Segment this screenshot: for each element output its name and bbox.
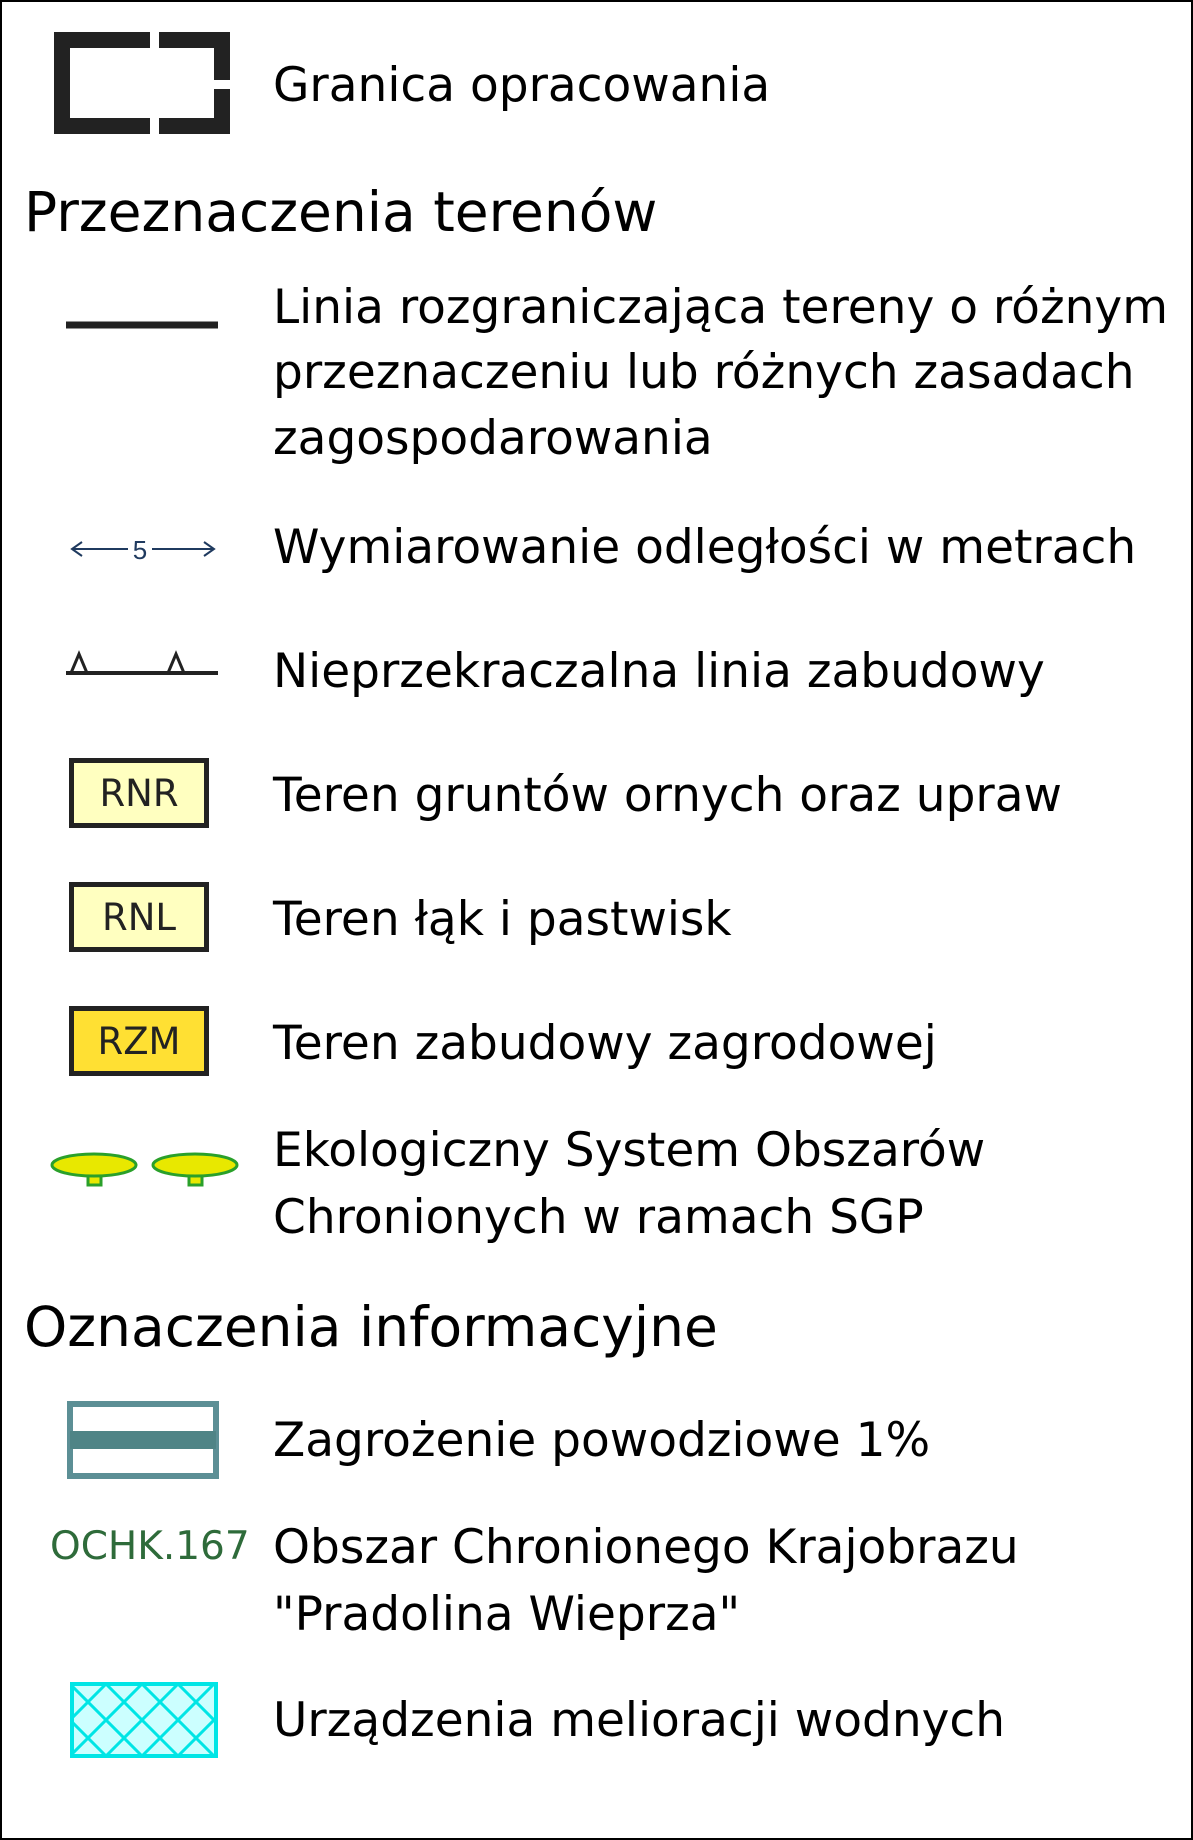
rnl-label: Teren łąk i pastwisk — [273, 892, 732, 947]
ecological-system-label-1: Ekologiczny System Obszarów — [273, 1123, 986, 1178]
section-heading-land-use: Przeznaczenia terenów — [24, 180, 658, 244]
rzm-symbol: RZM — [69, 1006, 209, 1076]
demarcation-line-label-2: przeznaczeniu lub różnych zasadach — [273, 345, 1135, 400]
dimension-value: 5 — [132, 535, 148, 565]
drainage-facilities-label: Urządzenia melioracji wodnych — [273, 1693, 1006, 1748]
study-boundary-symbol — [54, 32, 230, 134]
rnr-symbol: RNR — [69, 758, 209, 828]
protected-landscape-code: OCHK.167 — [50, 1524, 250, 1569]
study-boundary-label: Granica opracowania — [273, 58, 771, 113]
building-line-label: Nieprzekraczalna linia zabudowy — [273, 644, 1045, 699]
protected-landscape-label-2: "Pradolina Wieprza" — [273, 1587, 741, 1642]
demarcation-line-symbol — [66, 318, 218, 332]
ecological-system-label-2: Chronionych w ramach SGP — [273, 1190, 924, 1245]
flood-risk-label: Zagrożenie powodziowe 1% — [273, 1413, 931, 1468]
rnl-symbol: RNL — [69, 882, 209, 952]
flood-risk-symbol — [67, 1401, 219, 1479]
section-heading-information: Oznaczenia informacyjne — [24, 1295, 718, 1359]
rnr-label: Teren gruntów ornych oraz upraw — [273, 768, 1062, 823]
demarcation-line-label-3: zagospodarowania — [273, 411, 713, 466]
demarcation-line-label-1: Linia rozgraniczająca tereny o różnym — [273, 280, 1168, 335]
protected-landscape-label-1: Obszar Chronionego Krajobrazu — [273, 1520, 1019, 1575]
dimension-label: Wymiarowanie odległości w metrach — [273, 520, 1137, 575]
ecological-system-symbol — [48, 1148, 244, 1196]
rzm-label: Teren zabudowy zagrodowej — [273, 1016, 937, 1071]
building-line-symbol — [66, 642, 218, 678]
drainage-facilities-symbol — [70, 1682, 218, 1758]
dimension-symbol — [68, 532, 218, 566]
